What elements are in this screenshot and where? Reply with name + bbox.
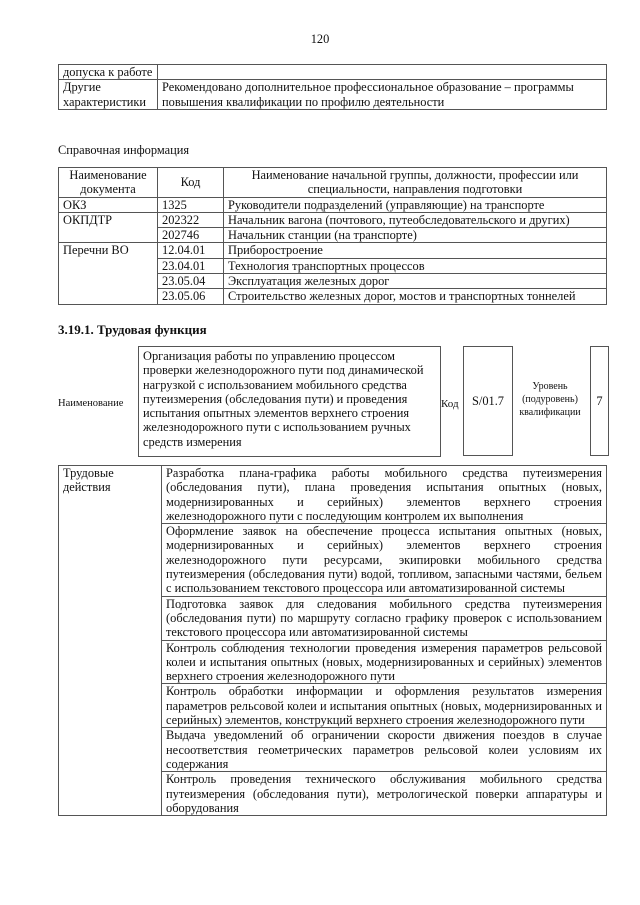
function-code-value: S/01.7 [471,393,505,408]
code-cell: 23.05.04 [158,274,224,289]
table-row [59,243,607,258]
code-cell: 202746 [158,228,224,243]
code-cell: 23.05.06 [158,289,224,304]
doc-cell: ОКПДТР [59,212,158,243]
reference-heading: Справочная информация [58,143,190,157]
table-row [59,197,607,212]
row-value: Рекомендовано дополнительное профессиональное образование – программы повышения квалификации по профилю деятельности [158,80,607,110]
code-cell: 12.04.01 [158,243,224,258]
action-item: Контроль обработки информации и оформления результатов измерения параметров рельсовой колеи и испытания опытных (новых, модернизированных и серийных) элементов, конструкций верхнего строения железнодорожного пути [162,684,607,728]
name-cell: Начальник станции (на транспорте) [224,228,607,243]
action-item: Оформление заявок на обеспечение процесса испытания опытных (новых, модернизированных и серийных) элементов верхнего строения железнодорожного пути ресурсами, экипировки мобильного средства путеизмерения (обследования пути) водой, топливом, запасными частями, бельем с использованием текстового процессора или автоматизированной системы [162,524,607,596]
header-code: Код [158,168,224,198]
name-cell: Технология транспортных процессов [224,258,607,273]
labor-actions-table [58,465,607,816]
code-cell: 23.04.01 [158,258,224,273]
table-row [59,466,607,524]
function-code-label: Код [441,398,459,410]
qualification-level [590,346,609,456]
action-item: Выдача уведомлений об ограничении скорости движения поездов в случае несоответствия геометрических параметров рельсовой колеи условиям их содержания [162,728,607,772]
row-value [158,65,607,80]
function-name-label: Наименование [58,398,124,409]
section-heading: 3.19.1. Трудовая функция [58,322,207,337]
qualification-level-label: Уровень (подуровень) квалификации [519,381,581,418]
name-cell: Приборостроение [224,243,607,258]
doc-cell: Перечни ВО [59,243,158,304]
qualification-continuation-table [58,64,607,110]
action-item: Подготовка заявок для следования мобильного средства путеизмерения (обследования пути) по маршруту согласно графику проверок с использованием текстового процессора или автоматизированной системы [162,596,607,640]
name-cell: Начальник вагона (почтового, путеобследовательского и других) [224,212,607,227]
table-row [59,80,607,110]
name-cell: Руководители подразделений (управляющие) на транспорте [224,197,607,212]
function-name: Организация работы по управлению процессом проверки железнодорожного пути под динамической нагрузкой с использованием мобильного средства путеизмерения (обследования пути) и проведения испытания опытных элементов верхнего строения железнодорожного пути с использованием ручных средств измерения [138,346,441,457]
row-label: Другие характеристики [59,80,158,110]
doc-cell: ОКЗ [59,197,158,212]
qualification-level-value: 7 [596,393,603,408]
row-label: допуска к работе [59,65,158,80]
table-row [59,65,607,80]
page-number: 120 [310,32,330,46]
action-item: Контроль проведения технического обслуживания мобильного средства путеизмерения (обследования пути), метрологической поверки аппаратуры и оборудования [162,772,607,816]
header-document: Наименование документа [59,168,158,198]
reference-table [58,167,607,305]
table-row [59,212,607,227]
actions-label: Трудовые действия [59,466,162,816]
function-code [463,346,513,456]
table-header-row [59,168,607,198]
name-cell: Строительство железных дорог, мостов и транспортных тоннелей [224,289,607,304]
name-cell: Эксплуатация железных дорог [224,274,607,289]
code-cell: 202322 [158,212,224,227]
code-cell: 1325 [158,197,224,212]
header-name: Наименование начальной группы, должности, профессии или специальности, направления подготовки [224,168,607,198]
action-item: Контроль соблюдения технологии проведения измерения параметров рельсовой колеи и испытания опытных (новых, модернизированных и серийных) элементов верхнего строения железнодорожного пути [162,640,607,684]
action-item: Разработка плана-графика работы мобильного средства путеизмерения (обследования пути), плана проведения испытания опытных (новых, модернизированных и серийных) элементов верхнего строения железнодорожного пути с последующим контролем их выполнения [162,466,607,524]
